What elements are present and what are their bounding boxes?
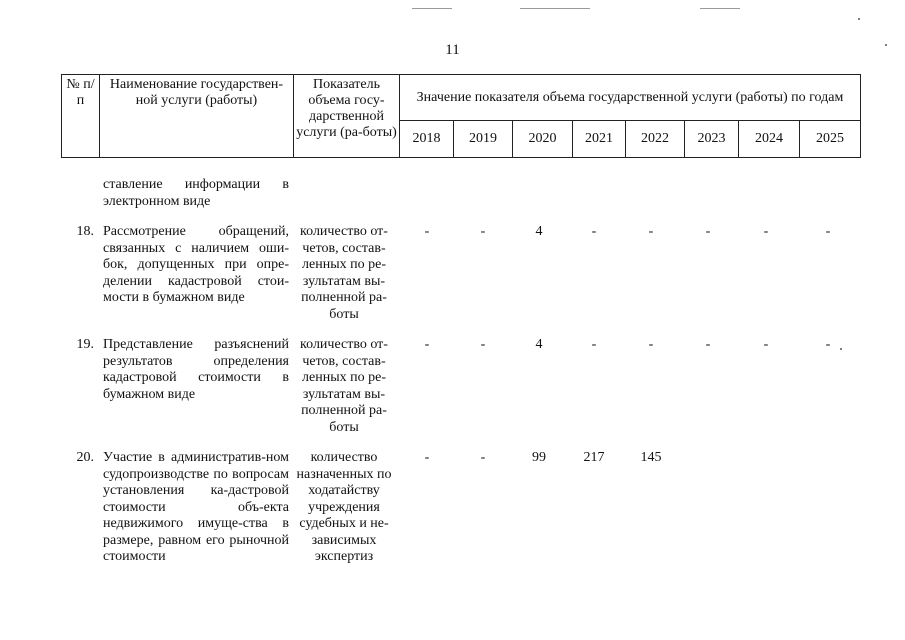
header-year: 2020 (513, 121, 573, 158)
continuation-text: ставление информации в электронном виде (103, 177, 289, 209)
table-header (61, 74, 861, 158)
indicator: количество от-четов, состав-ленных по ре-зультатам вы-полненной ра-боты (300, 337, 388, 435)
scan-artifact-speck (858, 18, 860, 20)
value-2023: - (705, 337, 711, 352)
value-2019: - (480, 337, 486, 352)
header-year: 2023 (685, 121, 739, 158)
scan-artifact-line (412, 8, 452, 9)
header-year: 2024 (739, 121, 800, 158)
header-year: 2022 (626, 121, 685, 158)
value-2024: - (763, 337, 769, 352)
value-2025: - (825, 224, 831, 239)
indicator: количество назначенных по ходатайству учреждения судебных и не-зависимых экспертиз (296, 450, 392, 564)
value-2022: - (648, 337, 654, 352)
indicator: количество от-четов, состав-ленных по ре-зультатам вы-полненной ра-боты (300, 224, 388, 322)
page-number: 11 (445, 42, 460, 58)
value-2019: - (480, 450, 486, 465)
header-year: 2021 (573, 121, 626, 158)
header-service-name: Наименование государствен-ной услуги (работы) (100, 75, 294, 158)
value-2022: - (648, 224, 654, 239)
value-2025: - (825, 337, 831, 352)
service-name: Рассмотрение обращений, связанных с наличием оши-бок, допущенных при опре-делении кадастровой стои-мости в бумажном виде (103, 224, 289, 305)
value-2021: 217 (583, 450, 605, 465)
value-2021: - (591, 224, 597, 239)
value-2021: - (591, 337, 597, 352)
value-2020: 99 (532, 450, 546, 465)
header-num: № п/п (62, 75, 100, 158)
scan-artifact-line (700, 8, 740, 9)
value-2020: 4 (535, 224, 543, 239)
header-year: 2018 (400, 121, 454, 158)
value-2020: 4 (535, 337, 543, 352)
value-2018: - (424, 450, 430, 465)
scan-artifact-line (520, 8, 590, 9)
value-2019: - (480, 224, 486, 239)
row-number: 20. (76, 450, 94, 465)
value-2023: - (705, 224, 711, 239)
value-2018: - (424, 224, 430, 239)
row-number: 18. (76, 224, 94, 239)
header-year: 2019 (454, 121, 513, 158)
header-indicator: Показатель объема госу-дарственной услуги (ра-боты) (294, 75, 400, 158)
value-2022: 145 (640, 450, 662, 465)
service-name: Представление разъяснений результатов определения кадастровой стоимости в бумажном виде (103, 337, 289, 402)
service-name: Участие в административ-ном судопроизводстве по вопросам установления ка-дастровой стоимости объ-екта недвижимого имуще-ства в размере, равном его рыночной стоимости (103, 450, 289, 564)
header-year: 2025 (800, 121, 861, 158)
row-number: 19. (76, 337, 94, 352)
value-2018: - (424, 337, 430, 352)
value-2024: - (763, 224, 769, 239)
header-values-by-year: Значение показателя объема государственной услуги (работы) по годам (400, 75, 861, 121)
